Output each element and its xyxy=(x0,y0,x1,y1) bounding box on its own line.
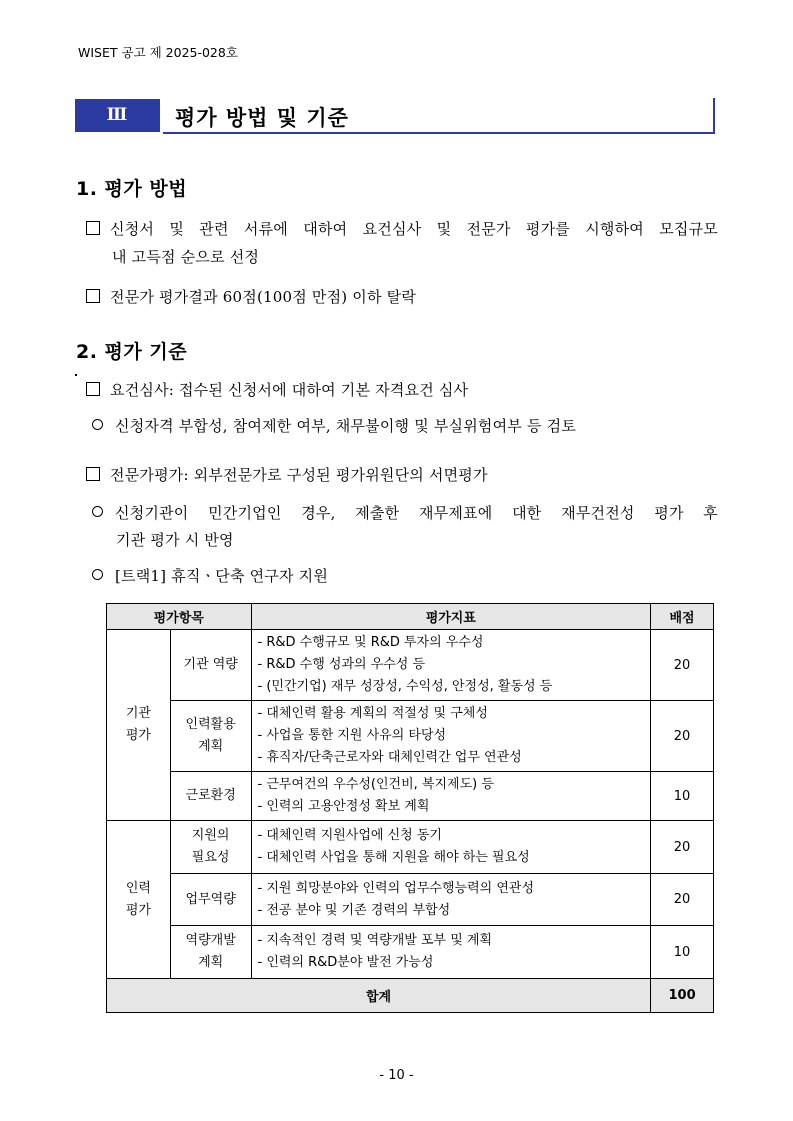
expert-detail-cont: 기관 평가 시 반영 xyxy=(116,531,234,549)
subcategory-cell: 업무역량 xyxy=(170,874,251,926)
section-header xyxy=(75,98,715,134)
requirement-detail: 신청자격 부합성, 참여제한 여부, 채무불이행 및 부실위험여부 등 검토 xyxy=(92,415,576,436)
method-heading: 1. 평가 방법 xyxy=(76,178,188,200)
section-number-badge: Ⅲ xyxy=(75,99,160,132)
section-title: 평가 방법 및 기준 xyxy=(175,106,349,130)
score-cell: 20 xyxy=(651,821,714,874)
criteria-heading: 2. 평가 기준 xyxy=(76,341,188,363)
checkbox-square-icon xyxy=(86,289,100,303)
method-item-2: 전문가 평가결과 60점(100점 만점) 이하 탈락 xyxy=(86,286,416,307)
circle-bullet-icon xyxy=(92,569,103,580)
indicator-cell: - R&D 수행규모 및 R&D 투자의 우수성 - R&D 수행 성과의 우수성 등 - (민간기업) 재무 성장성, 수익성, 안정성, 활동성 등 xyxy=(251,630,651,701)
checkbox-square-icon xyxy=(86,382,100,396)
score-cell: 10 xyxy=(651,772,714,821)
total-label: 합계 xyxy=(107,979,651,1013)
category-cell: 인력 평가 xyxy=(107,821,171,979)
checkbox-square-icon xyxy=(86,467,100,481)
indicator-cell: - 근무여건의 우수성(인건비, 복지제도) 등 - 인력의 고용안정성 확보 계획 xyxy=(251,772,651,821)
indicator-cell: - 지속적인 경력 및 역량개발 포부 및 계획 - 인력의 R&D분야 발전 가능성 xyxy=(251,926,651,979)
table-row xyxy=(107,926,714,979)
notice-number: WISET 공고 제 2025-028호 xyxy=(78,45,238,60)
circle-bullet-icon xyxy=(92,419,103,430)
table-row xyxy=(107,701,714,772)
section-title-box xyxy=(163,98,715,134)
subcategory-cell: 역량개발 계획 xyxy=(170,926,251,979)
table-total-row xyxy=(107,979,714,1013)
expert-review: 전문가평가: 외부전문가로 구성된 평가위원단의 서면평가 xyxy=(86,464,488,485)
score-cell: 20 xyxy=(651,701,714,772)
header-indicator: 평가지표 xyxy=(251,604,651,630)
table-row xyxy=(107,821,714,874)
table-row xyxy=(107,772,714,821)
stray-dot xyxy=(75,374,77,376)
expert-detail: 신청기관이 민간기업인 경우, 제출한 재무제표에 대한 재무건전성 평가 후 xyxy=(92,502,718,523)
score-cell: 20 xyxy=(651,630,714,701)
subcategory-cell: 인력활용 계획 xyxy=(170,701,251,772)
track-title: [트랙1] 휴직ㆍ단축 연구자 지원 xyxy=(92,565,328,586)
indicator-cell: - 대체인력 지원사업에 신청 동기 - 대체인력 사업을 통해 지원을 해야 하는 필요성 xyxy=(251,821,651,874)
requirement-review: 요건심사: 접수된 신청서에 대하여 기본 자격요건 심사 xyxy=(86,379,468,400)
subcategory-cell: 근로환경 xyxy=(170,772,251,821)
score-cell: 10 xyxy=(651,926,714,979)
table-header-row xyxy=(107,604,714,630)
category-cell: 기관 평가 xyxy=(107,630,171,821)
total-score: 100 xyxy=(651,979,714,1013)
table-row xyxy=(107,874,714,926)
subcategory-cell: 기관 역량 xyxy=(170,630,251,701)
subcategory-cell: 지원의 필요성 xyxy=(170,821,251,874)
indicator-cell: - 지원 희망분야와 인력의 업무수행능력의 연관성 - 전공 분야 및 기존 경력의 부합성 xyxy=(251,874,651,926)
indicator-cell: - 대체인력 활용 계획의 적절성 및 구체성 - 사업을 통한 지원 사유의 타당성 - 휴직자/단축근로자와 대체인력간 업무 연관성 xyxy=(251,701,651,772)
checkbox-square-icon xyxy=(86,221,100,235)
score-cell: 20 xyxy=(651,874,714,926)
evaluation-table xyxy=(106,603,714,1013)
circle-bullet-icon xyxy=(92,506,103,517)
page-number: - 10 - xyxy=(379,1068,414,1083)
table-row xyxy=(107,630,714,701)
method-item-1: 신청서 및 관련 서류에 대하여 요건심사 및 전문가 평가를 시행하여 모집규모 xyxy=(86,218,718,239)
method-item-1-cont: 내 고득점 순으로 선정 xyxy=(112,248,260,266)
header-score: 배점 xyxy=(651,604,714,630)
header-item: 평가항목 xyxy=(107,604,252,630)
